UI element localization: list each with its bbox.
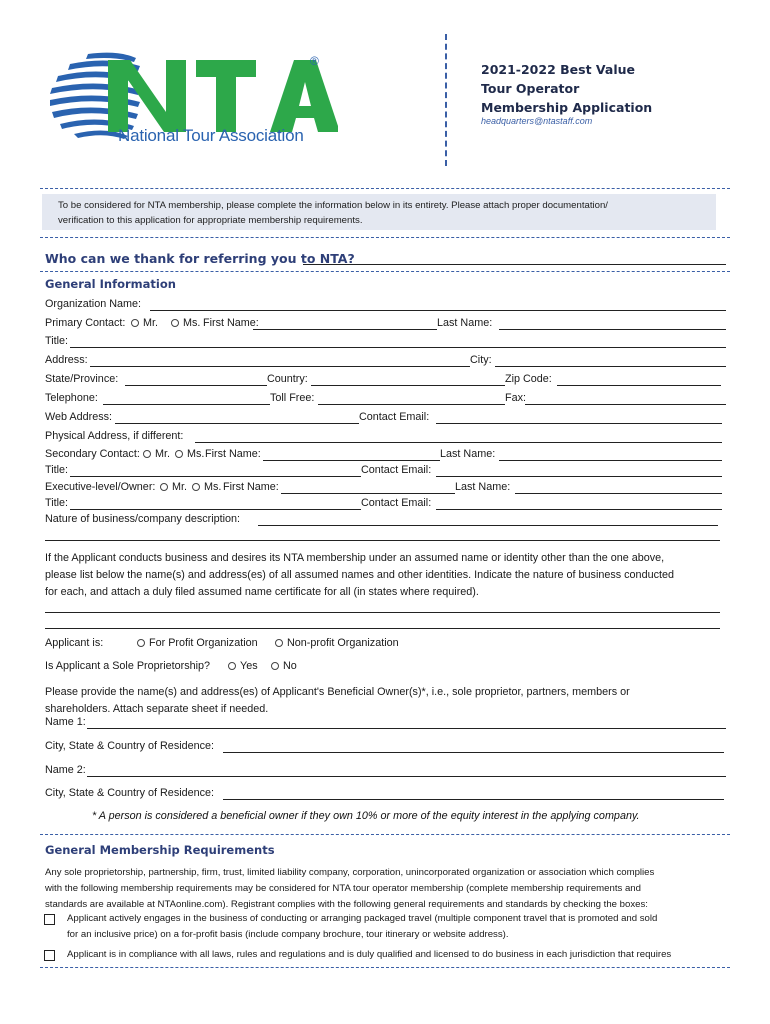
mr-label: Mr. (143, 317, 158, 329)
referral-input[interactable] (303, 264, 726, 265)
requirement-1-line-2: for an inclusive price) on a for-profit basis (include company brochure, tour itinerary or website address). (67, 929, 509, 940)
last-name-label: Last Name: (437, 317, 493, 329)
toll-free-label: Toll Free: (270, 392, 315, 404)
nature-label: Nature of business/company description: (45, 513, 241, 525)
title-line-1: 2021-2022 Best Value (481, 62, 635, 77)
phone-row (45, 392, 726, 407)
contact-email-label: Contact Email: (361, 464, 432, 476)
for-profit-radio[interactable] (137, 639, 145, 647)
beneficial-footnote: * A person is considered a beneficial owner if they own 10% or more of the equity interest in the applying company. (92, 810, 640, 822)
requirement-item-2 (67, 947, 737, 963)
physical-row (45, 430, 726, 445)
requirement-item-1 (67, 911, 737, 943)
executive-ms-radio[interactable] (192, 483, 200, 491)
first-name-label: First Name: (205, 448, 261, 460)
requirements-line-3: standards are available at NTAonline.com). Registrant complies with the following general requirements and standards by checking the boxes: (45, 899, 648, 910)
divider (40, 271, 730, 272)
contact-email-field[interactable] (436, 423, 722, 424)
title-label: Title: (45, 464, 68, 476)
physical-field[interactable] (195, 442, 722, 443)
nature-field-line-2[interactable] (45, 540, 720, 541)
requirement-checkbox-1[interactable] (44, 914, 55, 925)
title-row (45, 335, 726, 350)
ms-label: Ms. (204, 481, 222, 493)
mr-label: Mr. (155, 448, 170, 460)
applicant-label: Applicant is: (45, 637, 104, 649)
last-name-label: Last Name: (455, 481, 511, 493)
org-name-field[interactable] (150, 310, 726, 311)
web-label: Web Address: (45, 411, 113, 423)
org-name-row (45, 298, 726, 313)
nature-field[interactable] (258, 525, 718, 526)
toll-free-field[interactable] (318, 404, 505, 405)
title-line-2: Tour Operator (481, 81, 580, 96)
requirement-1-line-1: Applicant actively engages in the business of conducting or arranging packaged travel (multiple component travel that is promoted and sold (67, 913, 658, 924)
assumed-line-3: for each, and attach a duly filed assumed name certificate for all (in states where required). (45, 586, 479, 598)
city-field[interactable] (495, 366, 726, 367)
title-label: Title: (45, 335, 68, 347)
for-profit-label: For Profit Organization (149, 637, 258, 649)
executive-title-row (45, 497, 726, 512)
sole-proprietor-row (45, 660, 726, 675)
requirements-paragraph (45, 865, 735, 913)
telephone-label: Telephone: (45, 392, 98, 404)
beneficial-line-1: Please provide the name(s) and address(es) of Applicant's Beneficial Owner(s)*, i.e., sole proprietor, partners, members or (45, 686, 630, 698)
contact-email-label: Contact Email: (359, 411, 430, 423)
secondary-row (45, 448, 726, 463)
title-line-3: Membership Application (481, 100, 653, 115)
first-name-label: First Name: (223, 481, 279, 493)
assumed-line-1: If the Applicant conducts business and desires its NTA membership under an assumed name or identity other than the one above, (45, 552, 665, 564)
application-title (481, 60, 652, 117)
country-label: Country: (267, 373, 308, 385)
mr-label: Mr. (172, 481, 187, 493)
executive-last-name-field[interactable] (515, 493, 722, 494)
executive-email-field[interactable] (436, 509, 722, 510)
primary-first-name-field[interactable] (253, 329, 437, 330)
executive-label: Executive-level/Owner: (45, 481, 156, 493)
title-field[interactable] (70, 347, 726, 348)
beneficial-paragraph (45, 684, 725, 718)
state-field[interactable] (125, 385, 267, 386)
primary-contact-row (45, 317, 726, 332)
name2-row (45, 764, 726, 779)
name1-label: Name 1: (45, 716, 86, 728)
yes-radio[interactable] (228, 662, 236, 670)
secondary-title-field[interactable] (70, 476, 361, 477)
fax-field[interactable] (525, 404, 726, 405)
secondary-label: Secondary Contact: (45, 448, 140, 460)
ms-radio[interactable] (171, 319, 179, 327)
zip-field[interactable] (557, 385, 721, 386)
divider (40, 237, 730, 238)
city2-label: City, State & Country of Residence: (45, 787, 215, 799)
divider (40, 967, 730, 968)
telephone-field[interactable] (103, 404, 270, 405)
name2-field[interactable] (87, 776, 726, 777)
non-profit-radio[interactable] (275, 639, 283, 647)
requirements-line-2: with the following membership requirements may be considered for NTA tour operator membership (complete membership requirements and (45, 883, 641, 894)
executive-title-field[interactable] (70, 509, 361, 510)
assumed-name-field-1[interactable] (45, 612, 720, 613)
city-label: City: (470, 354, 492, 366)
secondary-ms-radio[interactable] (175, 450, 183, 458)
no-label: No (283, 660, 297, 672)
address-label: Address: (45, 354, 88, 366)
assumed-line-2: please list below the name(s) and address(es) of all assumed names and other identities. Indicate the nature of business conducted (45, 569, 674, 581)
first-name-label: First Name: (203, 317, 259, 329)
mr-radio[interactable] (131, 319, 139, 327)
address-field[interactable] (90, 366, 470, 367)
assumed-name-field-2[interactable] (45, 628, 720, 629)
executive-row (45, 481, 726, 496)
contact-email-label: Contact Email: (361, 497, 432, 509)
primary-contact-label: Primary Contact: (45, 317, 126, 329)
no-radio[interactable] (271, 662, 279, 670)
secondary-first-name-field[interactable] (263, 460, 440, 461)
secondary-email-field[interactable] (436, 476, 722, 477)
city2-row (45, 787, 726, 802)
name1-field[interactable] (87, 728, 726, 729)
assumed-name-paragraph (45, 550, 725, 601)
executive-mr-radio[interactable] (160, 483, 168, 491)
org-name-label: Organization Name: (45, 298, 142, 310)
intro-box (42, 194, 716, 230)
web-field[interactable] (115, 423, 359, 424)
header-divider (445, 34, 447, 166)
requirement-2-line-1: Applicant is in compliance with all laws, rules and regulations and is duly qualified and licensed to do business in each jurisdiction that requires (67, 949, 672, 960)
city1-label: City, State & Country of Residence: (45, 740, 215, 752)
intro-line-2: verification to this application for appropriate membership requirements. (58, 215, 363, 226)
name1-row (45, 716, 726, 731)
beneficial-line-2: shareholders. Attach separate sheet if needed. (45, 703, 269, 715)
divider (40, 188, 730, 189)
general-info-heading: General Information (45, 277, 176, 291)
address-row (45, 354, 726, 369)
state-label: State/Province: (45, 373, 119, 385)
nature-row (45, 513, 726, 528)
physical-label: Physical Address, if different: (45, 430, 184, 442)
last-name-label: Last Name: (440, 448, 496, 460)
name2-label: Name 2: (45, 764, 86, 776)
country-field[interactable] (311, 385, 505, 386)
ms-label: Ms. (187, 448, 205, 460)
non-profit-label: Non-profit Organization (287, 637, 399, 649)
fax-label: Fax: (505, 392, 526, 404)
state-row (45, 373, 726, 388)
primary-last-name-field[interactable] (499, 329, 726, 330)
logo-tagline: National Tour Association (118, 126, 304, 145)
requirement-checkbox-2[interactable] (44, 950, 55, 961)
city2-field[interactable] (223, 799, 724, 800)
referral-question: Who can we thank for referring you to NTA? (45, 251, 355, 266)
zip-label: Zip Code: (505, 373, 552, 385)
title-label: Title: (45, 497, 68, 509)
ms-label: Ms. (183, 317, 201, 329)
requirements-heading: General Membership Requirements (45, 843, 275, 857)
requirements-line-1: Any sole proprietorship, partnership, firm, trust, limited liability company, corporation, unincorporated organization or association which complies (45, 867, 655, 878)
sole-question: Is Applicant a Sole Proprietorship? (45, 660, 211, 672)
contact-email-link[interactable]: headquarters@ntastaff.com (481, 116, 593, 126)
city1-row (45, 740, 726, 755)
secondary-title-row (45, 464, 726, 479)
applicant-type-row (45, 637, 726, 652)
intro-line-1: To be considered for NTA membership, please complete the information below in its entirety. Please attach proper documentation/ (58, 200, 608, 211)
registered-mark: ® (310, 54, 319, 68)
city1-field[interactable] (223, 752, 724, 753)
executive-first-name-field[interactable] (281, 493, 455, 494)
nta-logo (48, 50, 338, 150)
yes-label: Yes (240, 660, 258, 672)
divider (40, 834, 730, 835)
secondary-mr-radio[interactable] (143, 450, 151, 458)
web-row (45, 411, 726, 426)
secondary-last-name-field[interactable] (499, 460, 722, 461)
